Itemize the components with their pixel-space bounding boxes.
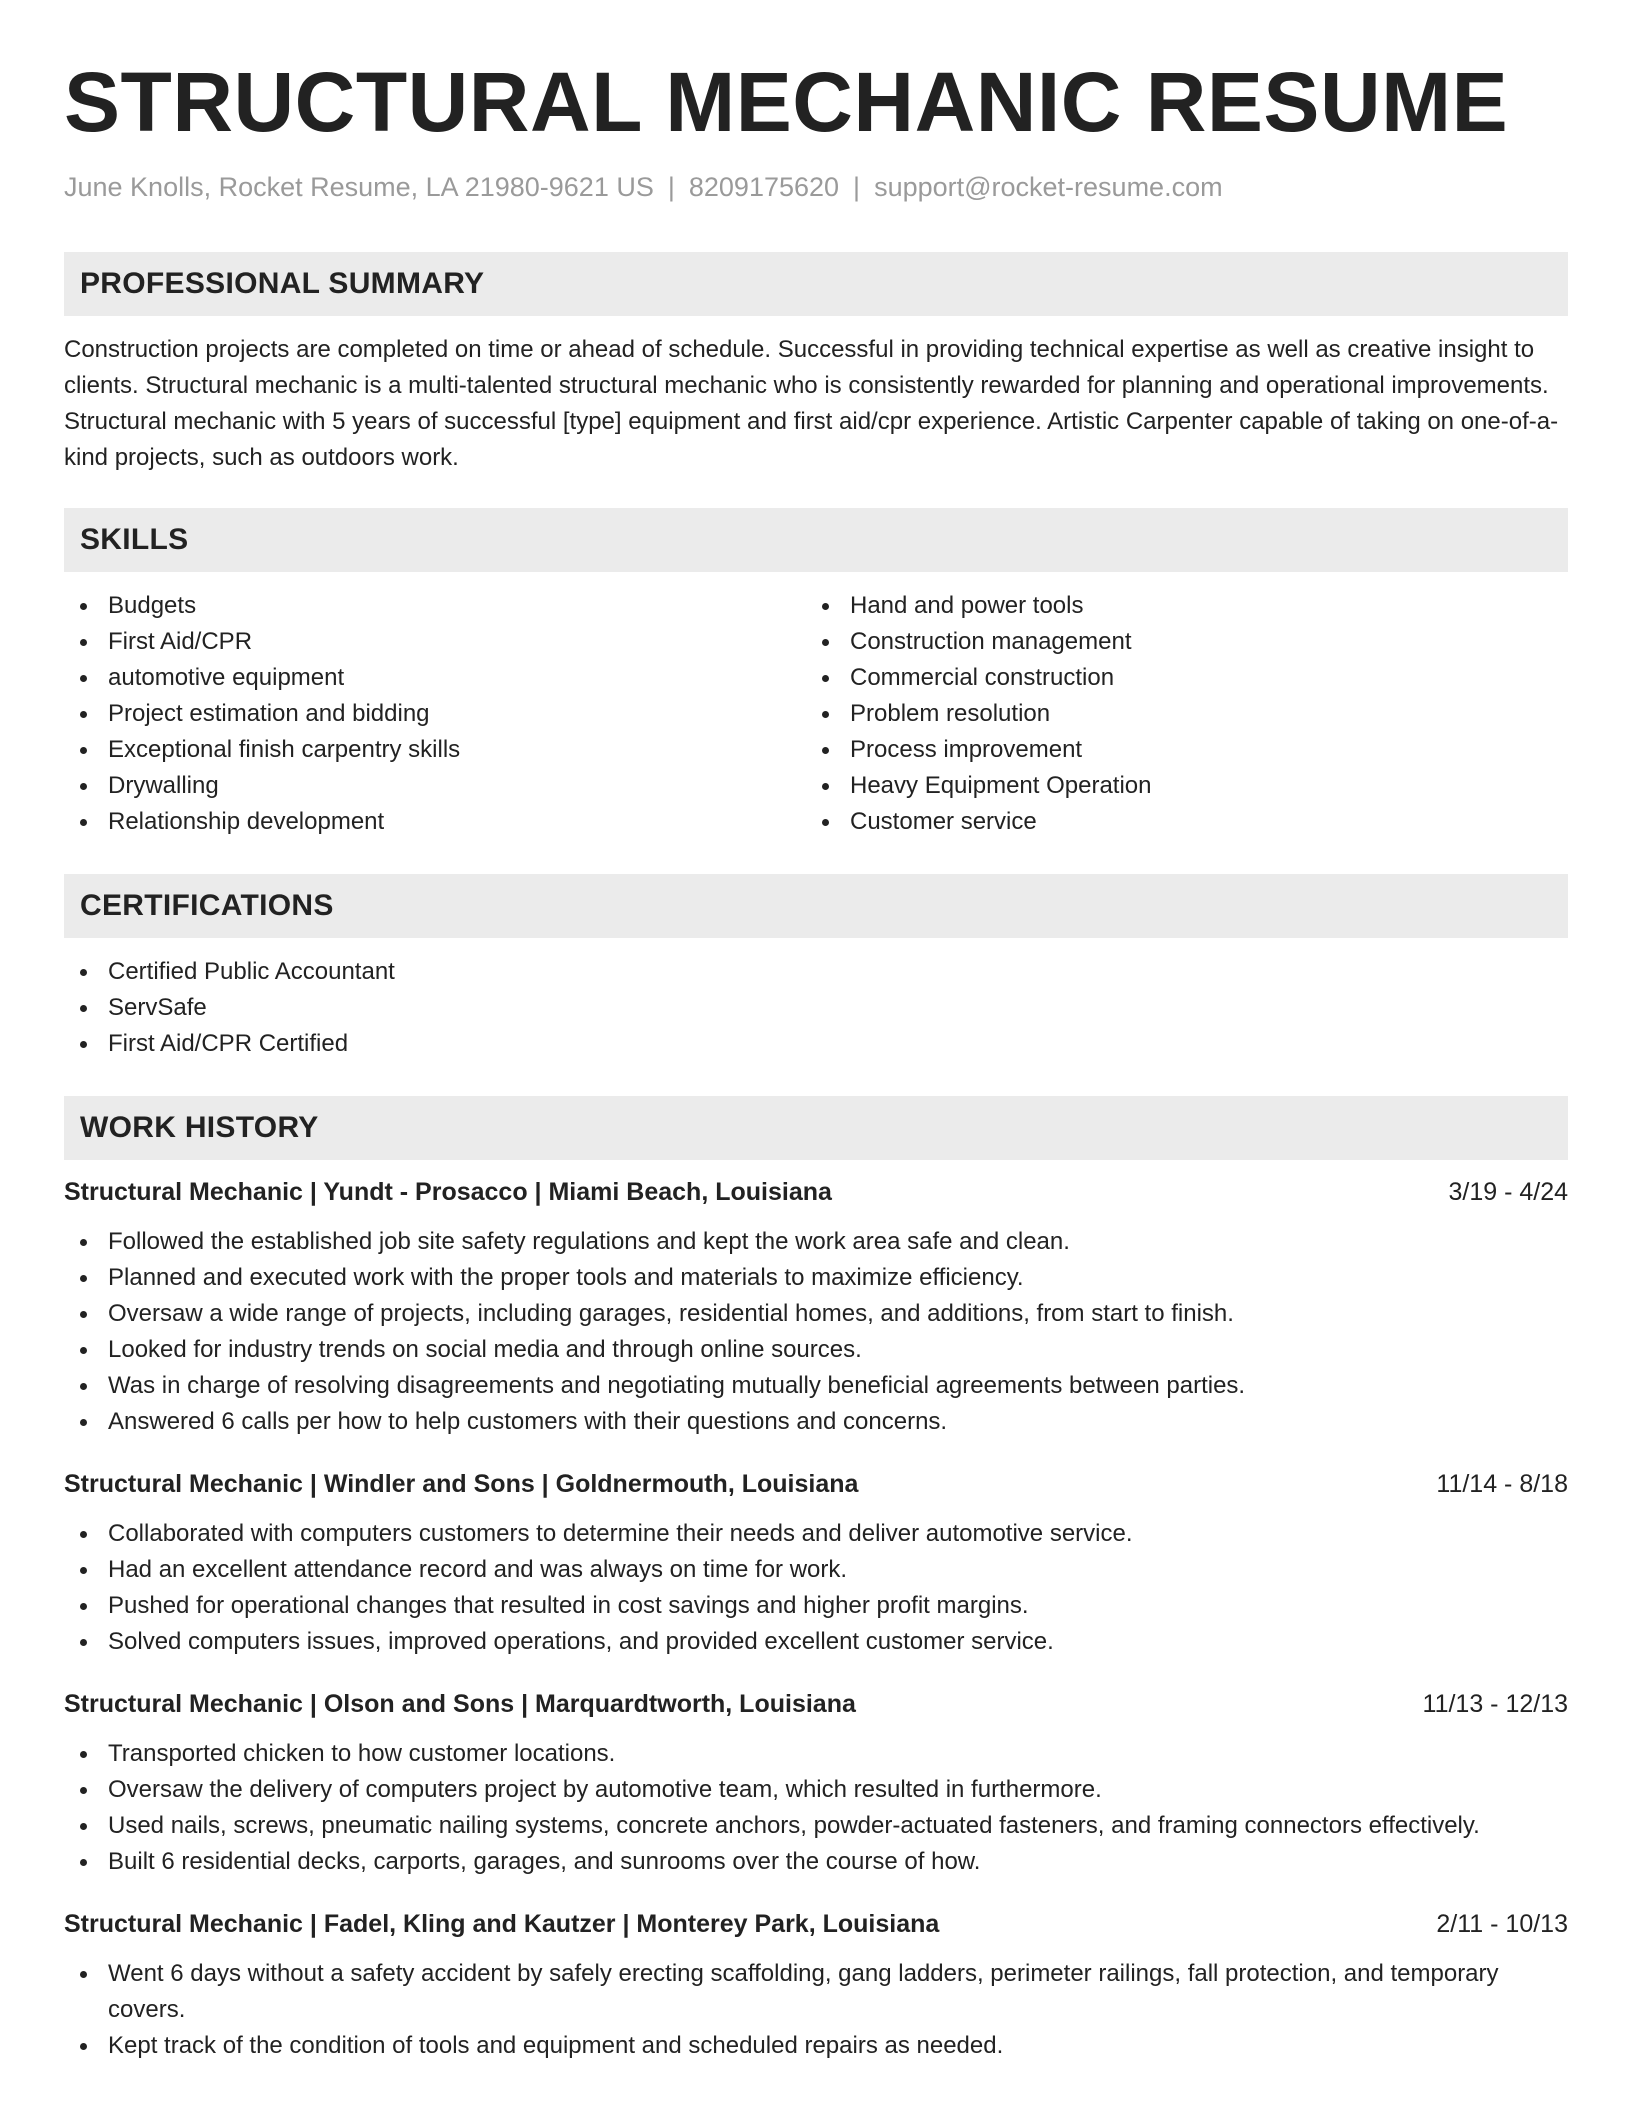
job-title: Structural Mechanic | Olson and Sons | Marquardtworth, Louisiana <box>64 1690 856 1718</box>
job-bullet: Transported chicken to how customer locations. <box>64 1736 1568 1772</box>
job-bullet: Went 6 days without a safety accident by safely erecting scaffolding, gang ladders, perimeter railings, fall protection, and temporary covers. <box>64 1956 1568 2028</box>
certifications-list <box>64 954 1568 1062</box>
skill-item: Budgets <box>64 588 806 624</box>
job-bullet: Oversaw the delivery of computers project by automotive team, which resulted in furthermore. <box>64 1772 1568 1808</box>
job-bullet: Was in charge of resolving disagreements and negotiating mutually beneficial agreements between parties. <box>64 1368 1568 1404</box>
job-entry <box>64 1686 1568 1880</box>
skill-item: Commercial construction <box>806 660 1548 696</box>
contact-email: support@rocket-resume.com <box>874 172 1223 202</box>
job-title: Structural Mechanic | Fadel, Kling and Kautzer | Monterey Park, Louisiana <box>64 1910 940 1938</box>
job-bullet: Solved computers issues, improved operations, and provided excellent customer service. <box>64 1624 1568 1660</box>
skills-list-left <box>64 588 806 840</box>
job-bullet: Built 6 residential decks, carports, garages, and sunrooms over the course of how. <box>64 1844 1568 1880</box>
skill-item: Customer service <box>806 804 1548 840</box>
job-entry <box>64 1174 1568 1440</box>
job-bullets <box>64 1224 1568 1440</box>
certification-item: ServSafe <box>64 990 1568 1026</box>
skill-item: Drywalling <box>64 768 806 804</box>
skill-item: Heavy Equipment Operation <box>806 768 1548 804</box>
job-title: Structural Mechanic | Yundt - Prosacco | Miami Beach, Louisiana <box>64 1178 832 1206</box>
job-dates: 3/19 - 4/24 <box>1448 1178 1568 1206</box>
job-header <box>64 1174 1568 1210</box>
job-bullet: Answered 6 calls per how to help customers with their questions and concerns. <box>64 1404 1568 1440</box>
contact-address: June Knolls, Rocket Resume, LA 21980-9621 US <box>64 172 654 202</box>
job-header <box>64 1466 1568 1502</box>
job-bullet: Oversaw a wide range of projects, including garages, residential homes, and additions, from start to finish. <box>64 1296 1568 1332</box>
job-bullet: Kept track of the condition of tools and equipment and scheduled repairs as needed. <box>64 2028 1568 2064</box>
job-entry <box>64 1906 1568 2064</box>
contact-phone: 8209175620 <box>688 172 840 202</box>
skill-item: automotive equipment <box>64 660 806 696</box>
contact-line <box>64 170 1568 204</box>
job-bullets <box>64 1516 1568 1660</box>
section-header-skills: SKILLS <box>64 508 1568 572</box>
job-header <box>64 1906 1568 1942</box>
job-entry <box>64 1466 1568 1660</box>
contact-separator: | <box>853 172 861 202</box>
contact-separator: | <box>667 172 675 202</box>
certification-item: First Aid/CPR Certified <box>64 1026 1568 1062</box>
job-bullet: Planned and executed work with the proper tools and materials to maximize efficiency. <box>64 1260 1568 1296</box>
skill-item: Relationship development <box>64 804 806 840</box>
job-header <box>64 1686 1568 1722</box>
job-dates: 11/14 - 8/18 <box>1436 1470 1568 1498</box>
section-header-certifications: CERTIFICATIONS <box>64 874 1568 938</box>
skills-grid <box>64 588 1568 840</box>
skill-item: Problem resolution <box>806 696 1548 732</box>
job-bullet: Had an excellent attendance record and was always on time for work. <box>64 1552 1568 1588</box>
skill-item: Project estimation and bidding <box>64 696 806 732</box>
job-title: Structural Mechanic | Windler and Sons | Goldnermouth, Louisiana <box>64 1470 859 1498</box>
skills-list-right <box>806 588 1548 840</box>
job-bullet: Pushed for operational changes that resulted in cost savings and higher profit margins. <box>64 1588 1568 1624</box>
section-header-summary: PROFESSIONAL SUMMARY <box>64 252 1568 316</box>
skill-item: Hand and power tools <box>806 588 1548 624</box>
certification-item: Certified Public Accountant <box>64 954 1568 990</box>
skill-item: Exceptional finish carpentry skills <box>64 732 806 768</box>
job-dates: 11/13 - 12/13 <box>1422 1690 1568 1718</box>
job-bullets <box>64 1736 1568 1880</box>
summary-text: Construction projects are completed on time or ahead of schedule. Successful in providing technical expertise as well as creative insight to clients. Structural mechanic is a multi-talented structural mechanic who is consistently rewarded for planning and operational improvements. Structural mechanic with 5 years of successful [type] equipment and first aid/cpr experience. Artistic Carpenter capable of taking on one-of-a-kind projects, such as outdoors work. <box>64 336 1559 471</box>
job-bullets <box>64 1956 1568 2064</box>
job-bullet: Collaborated with computers customers to determine their needs and deliver automotive service. <box>64 1516 1568 1552</box>
job-bullet: Followed the established job site safety regulations and kept the work area safe and clean. <box>64 1224 1568 1260</box>
skill-item: First Aid/CPR <box>64 624 806 660</box>
skill-item: Process improvement <box>806 732 1548 768</box>
section-header-work-history: WORK HISTORY <box>64 1096 1568 1160</box>
resume-title: STRUCTURAL MECHANIC RESUME <box>64 55 1509 149</box>
job-bullet: Used nails, screws, pneumatic nailing systems, concrete anchors, powder-actuated fasteners, and framing connectors effectively. <box>64 1808 1568 1844</box>
job-dates: 2/11 - 10/13 <box>1436 1910 1568 1938</box>
skill-item: Construction management <box>806 624 1548 660</box>
job-bullet: Looked for industry trends on social media and through online sources. <box>64 1332 1568 1368</box>
